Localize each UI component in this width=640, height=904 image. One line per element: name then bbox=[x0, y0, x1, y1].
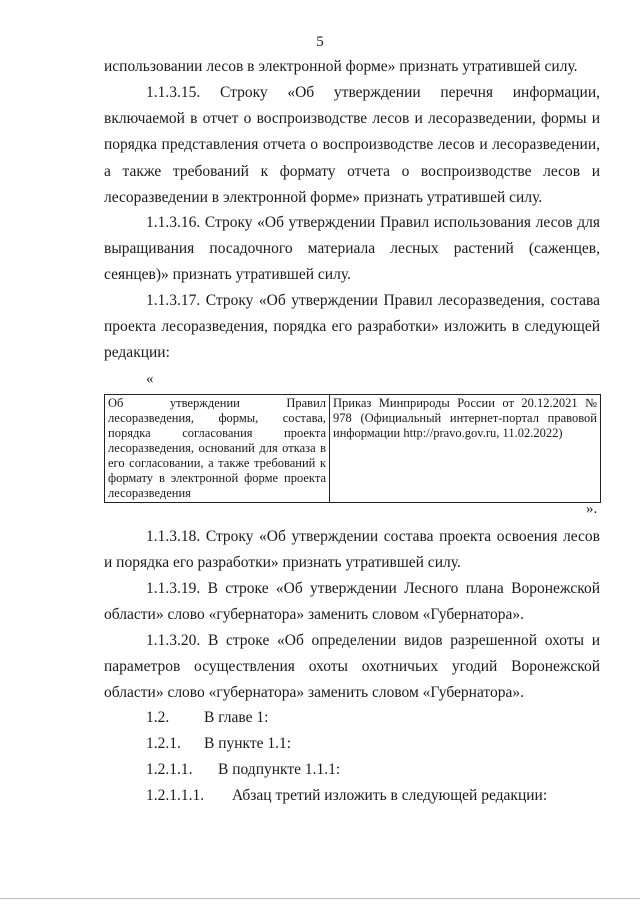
paragraph-1-1-3-16: 1.1.3.16. Строку «Об утверждении Правил использования лесов для выращивания посадочного материала лесных растений (саженцев, сеянцев)» признать утратившей силу. bbox=[104, 214, 600, 284]
item-text: В пункте 1.1: bbox=[204, 735, 292, 752]
item-number: 1.2.1.1.1. bbox=[146, 787, 205, 804]
table-cell-title: Об утверждении Правил лесоразведения, формы, состава, порядка согласования проекта лесоразведения, оснований для отказа в его согласовании, а также требований к формату в электронной форме проекта лесоразведения bbox=[105, 395, 330, 503]
table-cell-source: Приказ Минприроды России от 20.12.2021 № 978 (Официальный интернет-портал правовой информации http://pravo.gov.ru, 11.02.2022) bbox=[330, 395, 601, 503]
page-number: 5 bbox=[316, 34, 324, 50]
paragraph-1-1-3-19: 1.1.3.19. В строке «Об утверждении Лесного плана Воронежской области» слово «губернатора» заменить словом «Губернатора». bbox=[104, 580, 600, 624]
table-row bbox=[105, 395, 601, 503]
item-text: В подпункте 1.1.1: bbox=[218, 761, 341, 778]
bottom-rule bbox=[0, 898, 640, 899]
paragraph-1-1-3-18: 1.1.3.18. Строку «Об утверждении состава проекта освоения лесов и порядка его разработки» признать утратившей силу. bbox=[104, 528, 600, 572]
paragraph-continuation: использовании лесов в электронной форме» признать утратившей силу. bbox=[104, 58, 578, 75]
item-text: В главе 1: bbox=[204, 709, 269, 726]
item-number: 1.2.1. bbox=[146, 735, 181, 752]
closing-quote: ». bbox=[586, 501, 598, 517]
amendment-table bbox=[104, 394, 601, 503]
item-number: 1.2. bbox=[146, 709, 170, 726]
item-text: Абзац третий изложить в следующей редакции: bbox=[232, 787, 548, 804]
item-number: 1.2.1.1. bbox=[146, 761, 193, 778]
paragraph-1-1-3-15: 1.1.3.15. Строку «Об утверждении перечня информации, включаемой в отчет о воспроизводстве лесов и лесоразведении, формы и порядка представления отчета о воспроизводстве лесов и лесоразведении, а также требований к формату отчета о воспроизводстве лесов и лесоразведении в электронной форме» признать утратившей силу. bbox=[104, 84, 600, 206]
paragraph-1-1-3-20: 1.1.3.20. В строке «Об определении видов разрешенной охоты и параметров осуществления охоты охотничьих угодий Воронежской области» слово «губернатора» заменить словом «Губернатора». bbox=[104, 632, 600, 702]
paragraph-1-1-3-17: 1.1.3.17. Строку «Об утверждении Правил лесоразведения, состава проекта лесоразведения, порядка его разработки» изложить в следующей редакции: bbox=[104, 292, 600, 362]
opening-quote: « bbox=[146, 371, 154, 387]
